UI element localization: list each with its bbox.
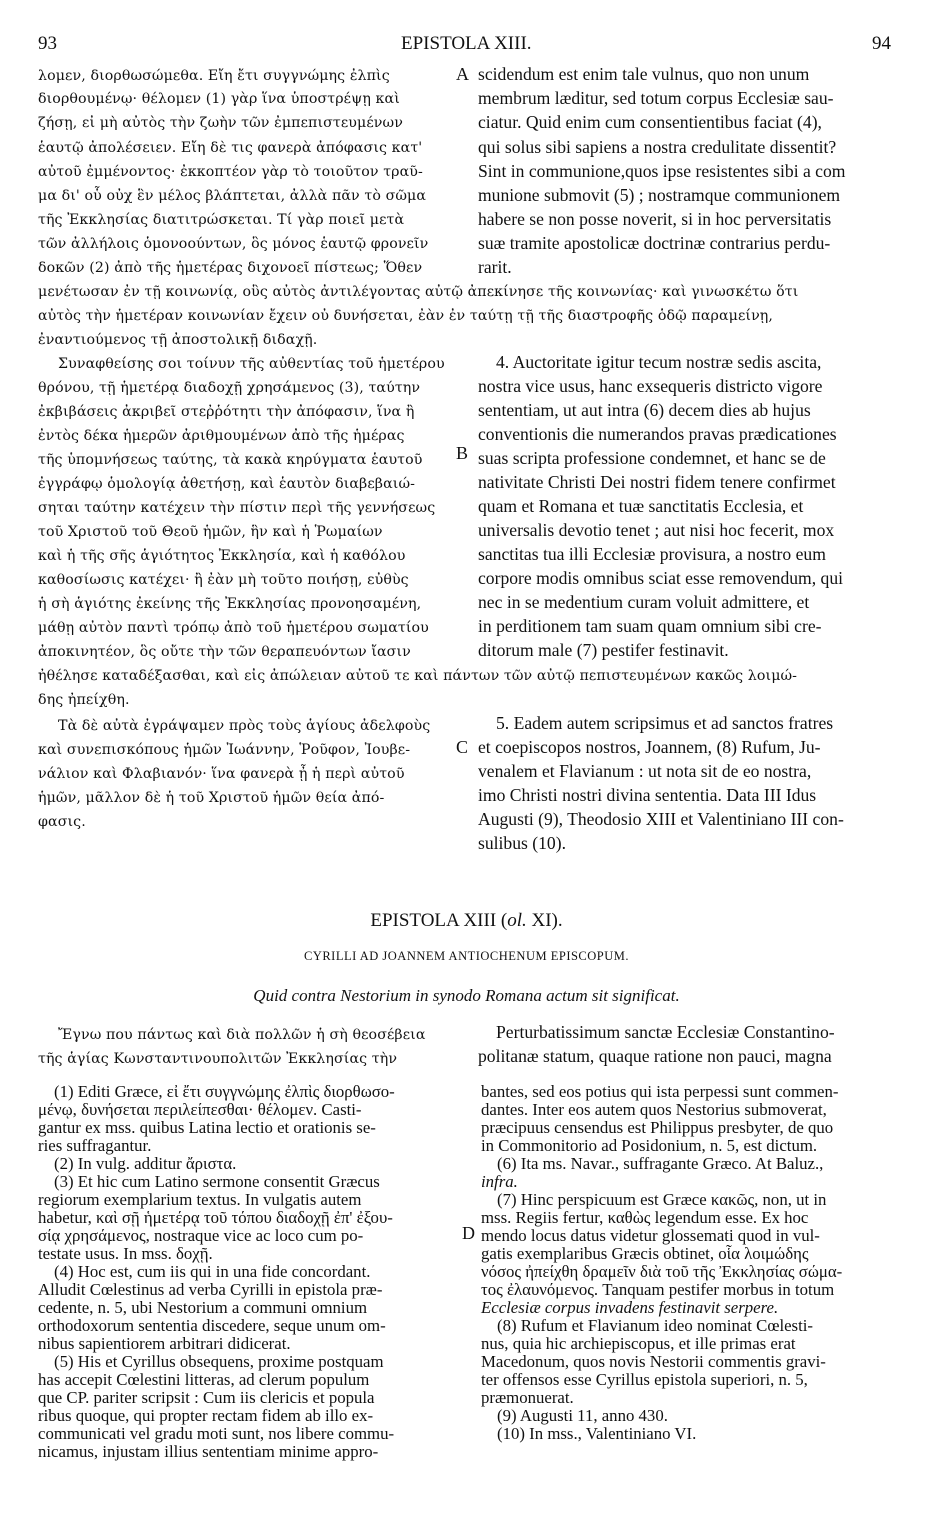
text-line: μενέτωσαν ἐν τῇ κοινωνίᾳ, οὓς αὐτὸς ἀντιλέγοντας αὐτῷ ἀπεκίνησε τῆς κοινωνίας· καὶ γινωσκέτω ὅτι — [38, 284, 799, 300]
footnote-line: bantes, sed eos potius qui ista perpessi sunt commen- — [481, 1082, 839, 1101]
text-line: ἐναντιούμενος τῇ ἀποστολικῇ διδαχῇ. — [38, 332, 318, 348]
epistle-summary: Quid contra Nestorium in synodo Romana actum sit significat. — [253, 986, 680, 1005]
text-line: τῶν ἀλλήλοις ὁμονοούντων, ὃς μόνος ἑαυτῷ φρονεῖν — [38, 236, 429, 252]
text-line: ἡμῶν, μᾶλλον δὲ ἡ τοῦ Χριστοῦ ἡμῶν θεία ἀπό- — [38, 790, 385, 806]
text-line: τῆς Ἐκκλησίας διατιτρώσκεται. Τί γὰρ ποιεῖ μετὰ — [38, 212, 405, 228]
page-number-left: 93 — [38, 33, 57, 54]
text-line: καὶ συνεπισκόπους ἡμῶν Ἰωάννην, Ῥοῦφον, Ἰουβε- — [38, 742, 411, 758]
text-line: Perturbatissimum sanctæ Ecclesiæ Constantino- — [496, 1022, 835, 1042]
footnote-line: mss. Regiis fertur, καθὼς legendum esse. Ex hoc — [481, 1208, 809, 1227]
footnote-line: gatis exemplaribus Græcis obtinet, οἷα λοιμώδης — [481, 1244, 809, 1263]
footnote-line: (9) Augusti 11, anno 430. — [497, 1406, 668, 1425]
footnote-line: testate usus. In mss. δοχῇ. — [38, 1244, 213, 1263]
footnote-line: (10) In mss., Valentiniano VI. — [497, 1424, 697, 1443]
text-line: τῆς ὑπομνήσεως ταύτης, τὰ κακὰ κηρύγματα ἑαυτοῦ — [38, 452, 423, 468]
text-line: nec in se medentium curam voluit admittere, et — [478, 592, 810, 612]
footnote-line: nus, quia hic archiepiscopus, et ille primas erat — [481, 1334, 796, 1353]
text-line: δοκῶν (2) ἀπὸ τῆς ἡμετέρας διχονοεῖ πίστεως; Ὅθεν — [38, 260, 423, 276]
footnote-line: nicamus, injustam illius sententiam minime appro- — [38, 1442, 379, 1461]
text-line: αὐτὸς τὴν ἡμετέραν κοινωνίαν ἔχειν οὐ δυνήσεται, ἐὰν ἐν ταύτῃ τῇ τῆς διαστροφῆς ὁδῷ παραμείνῃ, — [38, 308, 773, 324]
text-line: ciatur. Quid enim cum consentientibus faciat (4), — [478, 112, 822, 132]
text-line: et coepiscopos nostros, Joannem, (8) Rufum, Ju- — [478, 737, 821, 757]
text-line: ἐγγράφῳ ὁμολογίᾳ ἀθετήσῃ, καὶ ἑαυτὸν διαβεβαιώ- — [38, 476, 416, 492]
text-line: imo Christi nostri divina sententia. Data III Idus — [478, 785, 817, 805]
text-line: munione submovit (5) ; nostramque communionem — [478, 185, 841, 205]
margin-marker-c: C — [456, 737, 469, 757]
text-line: λομεν, διορθωσώμεθα. Εἴη ἔτι συγγνώμης ἐλπὶς — [38, 68, 390, 84]
text-line: sulibus (10). — [478, 833, 566, 853]
text-line: τῆς ἁγίας Κωνσταντινουπολιτῶν Ἐκκλησίας τὴν — [38, 1051, 398, 1067]
footnote-line: τος ἐλαυνόμενος. Tanquam pestifer morbus in totum — [481, 1280, 835, 1299]
footnote-line: (8) Rufum et Flavianum ideo nominat Cœlesti- — [497, 1316, 814, 1335]
text-line: sententiam, ut aut intra (6) decem dies ab hujus — [478, 400, 811, 420]
text-line: politanæ statum, quaque ratione non pauci, magna — [478, 1046, 832, 1066]
text-line: 4. Auctoritate igitur tecum nostræ sedis ascita, — [496, 352, 822, 372]
text-line: σηται ταύτην κατέχειν τὴν πίστιν περὶ τῆς γεννήσεως — [38, 500, 436, 516]
page-number-right: 94 — [872, 33, 891, 54]
text-line: θρόνου, τῇ ἡμετέρᾳ διαδοχῇ χρησάμενος (3), ταύτην — [38, 380, 421, 396]
footnote-line: gantur ex mss. quibus Latina lectio et orationis se- — [38, 1118, 376, 1137]
footnote-line: (1) Editi Græce, εἰ ἔτι συγγνώμης ἐλπὶς διορθωσο- — [54, 1082, 395, 1101]
text-line: nativitate Christi Dei nostri fidem tenere confirmet — [478, 472, 836, 492]
footnote-line: cedente, n. 5, ubi Nestorium a communi omnium — [38, 1298, 368, 1317]
text-line: scidendum est enim tale vulnus, quo non unum — [478, 64, 810, 84]
footnote-line: que CP. pariter scripsit : Cum iis clericis et popula — [38, 1388, 375, 1407]
text-line: qui solus sibi sapiens a nostra credulitate dissentit? — [478, 137, 837, 157]
footnote-line: Alludit Cœlestinus ad verba Cyrilli in epistola præ- — [38, 1280, 383, 1299]
text-line: suas scripta professione condemnet, et hanc se de — [478, 448, 826, 468]
footnote-line: νόσος ἠπείχθη δραμεῖν διὰ τοῦ τῆς Ἐκκλησίας σώμα- — [481, 1262, 843, 1281]
epistle-title — [0, 910, 933, 932]
footnote-line: Ecclesiæ corpus invadens festinavit serpere. — [481, 1298, 779, 1317]
margin-marker-a: A — [456, 64, 469, 84]
text-line: 5. Eadem autem scripsimus et ad sanctos fratres — [496, 713, 834, 733]
text-line: Τὰ δὲ αὐτὰ ἐγράψαμεν πρὸς τοὺς ἁγίους ἀδελφοὺς — [58, 718, 431, 734]
text-line: μα δι' οὗ οὐχ ἓν μέλος βλάπτεται, ἀλλὰ πᾶν τὸ σῶμα — [38, 188, 427, 204]
text-line: μάθῃ αὐτὸν παντὶ τρόπῳ ἀπὸ τοῦ ἡμετέρου σωματίου — [38, 620, 429, 636]
margin-marker-b: B — [456, 443, 469, 463]
footnote-line: has accepit Cœlestini litteras, ad clerum populum — [38, 1370, 370, 1389]
epistle-subtitle: CYRILLI AD JOANNEM ANTIOCHENUM EPISCOPUM. — [303, 949, 630, 963]
footnote-line: dantes. Inter eos autem quos Nestorius submoverat, — [481, 1100, 827, 1119]
text-line: corpore modis omnibus sciat esse removendum, qui — [478, 568, 844, 588]
text-line: ἐκβιβάσεις ἀκριβεῖ στεῤῥότητι τὴν ἀπόφασιν, ἵνα ἢ — [38, 404, 415, 420]
footnote-line: habetur, καὶ σῇ ἡμετέρᾳ τοῦ τόπου διαδοχῇ ἐπ' ἐξου- — [38, 1208, 393, 1227]
footnote-line: (5) His et Cyrillus obsequens, proxime postquam — [54, 1352, 384, 1371]
running-title: EPISTOLA XIII. — [401, 33, 532, 54]
text-line: διορθουμένῳ· θέλομεν (1) γὰρ ἵνα ὑποστρέψῃ καὶ — [38, 91, 400, 107]
text-line: ἐντὸς δέκα ἡμερῶν ἀριθμουμένων ἀπὸ τῆς ἡμέρας — [38, 428, 405, 444]
text-line: ἑαυτῷ ἀπολέσειεν. Εἴη δὲ τις φανερὰ ἀπόφασις κατ' — [38, 140, 423, 156]
footnote-line: ter offensos esse Cyrillus epistola superiori, n. 5, — [481, 1370, 808, 1389]
text-line: sanctitas tua illi Ecclesiæ provisura, a nostro eum — [478, 544, 826, 564]
footnote-line: nibus sapientiorem arbitrari didicerat. — [38, 1334, 291, 1353]
text-line: νάλιον καὶ Φλαβιανόν· ἵνα φανερὰ ᾖ ἡ περὶ αὐτοῦ — [38, 766, 405, 782]
epistle-title-rest: XI). — [526, 910, 563, 931]
text-line: τοῦ Χριστοῦ τοῦ Θεοῦ ἡμῶν, ἣν καὶ ἡ Ῥωμαίων — [38, 524, 383, 540]
text-line: rarit. — [478, 257, 512, 277]
text-line: venalem et Flavianum : ut nota sit de eo nostra, — [478, 761, 812, 781]
text-line: universalis devotio tenet ; aut nisi hoc fecerit, mox — [478, 520, 835, 540]
text-line: nostra vice usus, hanc exsequeris districto vigore — [478, 376, 823, 396]
text-line: suæ tramite apostolicæ doctrinæ contrarius perdu- — [478, 233, 831, 253]
epistle-title-italic: ol. — [507, 910, 527, 931]
text-line: ζήσῃ, εἰ μὴ αὐτὸς τὴν ζωὴν τῶν ἐμπεπιστευμένων — [38, 115, 403, 131]
footnote-line: σίᾳ χρησάμενος, nostraque vice ac loco cum po- — [38, 1226, 364, 1245]
footnote-line: præcipuus censendus est Philippus presbyter, de quo — [481, 1118, 834, 1137]
text-line: Augusti (9), Theodosio XIII et Valentiniano III con- — [478, 809, 844, 829]
text-line: ἠθέλησε καταδέξασθαι, καὶ εἰς ἀπώλειαν αὐτοῦ τε καὶ πάντων τῶν αὐτῷ πεπιστευμένων κακῶς λοιμώ- — [38, 668, 798, 684]
footnote-line: præmonuerat. — [481, 1388, 574, 1407]
footnote-line: (4) Hoc est, cum iis qui in una fide concordant. — [54, 1262, 371, 1281]
footnote-line: orthodoxorum sententia discedere, seque unum om- — [38, 1316, 386, 1335]
epistle-title-main: EPISTOLA XIII ( — [370, 910, 508, 931]
footnote-line: Macedonum, quos novis Nestorii commentis gravi- — [481, 1352, 826, 1371]
footnote-line: regiorum exemplarium textus. In vulgatis autem — [38, 1190, 362, 1209]
footnote-line: μένῳ, δυνήσεται περιλείπεσθαι· θέλομεν. Casti- — [38, 1100, 362, 1119]
text-line: habere se non posse noverit, si in hoc perversitatis — [478, 209, 832, 229]
text-line: membrum læditur, sed totum corpus Ecclesiæ sau- — [478, 88, 834, 108]
footnote-line: (7) Hinc perspicuum est Græce κακῶς, non, ut in — [497, 1190, 827, 1209]
text-line: φασις. — [38, 814, 86, 830]
footnote-line: infra. — [481, 1172, 518, 1191]
text-line: αὐτοῦ ἐμμένοντος· ἐκκοπτέον γὰρ τὸ τοιοῦτον τραῦ- — [38, 164, 423, 180]
footnote-line: (3) Et hic cum Latino sermone consentit Græcus — [54, 1172, 380, 1191]
text-line: conventionis die numerandos pravas prædicationes — [478, 424, 837, 444]
footnote-line: ries suffragantur. — [38, 1136, 152, 1155]
text-line: Συναφθείσης σοι τοίνυν τῆς αὐθεντίας τοῦ ἡμετέρου — [58, 356, 445, 372]
text-line: Ἔγνω που πάντως καὶ διὰ πολλῶν ἡ σὴ θεοσέβεια — [58, 1027, 426, 1043]
text-line: in perditionem tam suam quam omnium sibi cre- — [478, 616, 822, 636]
footnote-line: (6) Ita ms. Navar., suffragante Græco. At Baluz., — [497, 1154, 824, 1173]
text-line: Sint in communione,quos ipse resistentes sibi a com — [478, 161, 846, 181]
text-line: καὶ ἡ τῆς σῆς ἁγιότητος Ἐκκλησία, καὶ ἡ καθόλου — [38, 548, 406, 564]
text-line: δης ἠπείχθη. — [38, 692, 130, 708]
text-line: καθοσίωσις κατέχει· ἢ ἐὰν μὴ τοῦτο ποιήσῃ, εὐθὺς — [38, 572, 409, 588]
text-line: ἡ σὴ ἁγιότης ἐκείνης τῆς Ἐκκλησίας προνοησαμένη, — [38, 596, 422, 612]
footnote-line: in Commonitorio ad Posidonium, n. 5, est dictum. — [481, 1136, 818, 1155]
footnote-line: ribus quoque, qui propter rectam fidem ab illo ex- — [38, 1406, 374, 1425]
margin-marker-d: D — [462, 1223, 475, 1243]
text-line: ditorum male (7) pestifer festinavit. — [478, 640, 729, 660]
footnote-line: mendo locus datus videtur glossemati quod in vul- — [481, 1226, 820, 1245]
text-line: ἀποκινητέον, ὃς οὔτε τὴν τῶν θεραπευόντων ἴασιν — [38, 644, 411, 660]
footnote-line: (2) In vulg. additur ἄριστα. — [54, 1154, 237, 1173]
text-line: quam et Romana et tuæ sanctitatis Ecclesia, et — [478, 496, 804, 516]
footnote-line: communicati vel gradu moti sunt, nos libere commu- — [38, 1424, 395, 1443]
